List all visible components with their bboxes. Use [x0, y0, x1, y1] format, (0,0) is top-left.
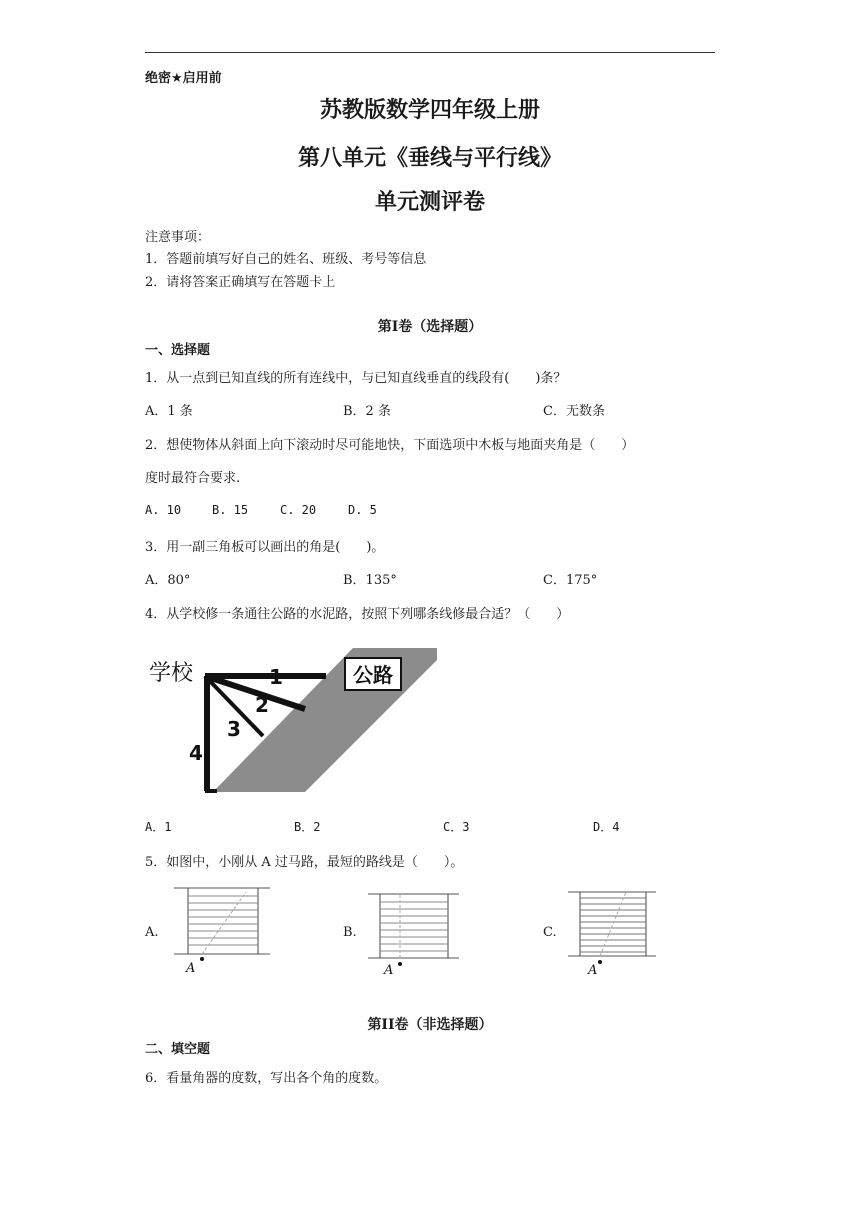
q4-stem: 4．从学校修一条通往公路的水泥路，按照下列哪条线修最合适？（ ）: [145, 607, 570, 622]
q4-line-label-3: 3: [227, 717, 241, 741]
q5-figure-a: [172, 882, 272, 974]
q4-line-label-4: 4: [189, 741, 203, 765]
q5-option-a: A.: [145, 925, 159, 940]
q2-option-b: B. 15: [212, 503, 249, 517]
q5-option-b: B.: [343, 925, 357, 940]
q4-road-figure: [145, 640, 440, 795]
q2-option-c: C. 20: [280, 503, 317, 517]
part2-volume-title: 第II卷（非选择题）: [367, 1017, 493, 1033]
title-line-2: 第八单元《垂线与平行线》: [297, 146, 562, 171]
q1-option-a: A．1 条: [145, 404, 193, 419]
title-line-3: 单元测评卷: [374, 190, 485, 215]
part2-section-title: 二、填空题: [145, 1042, 211, 1057]
title-line-1: 苏教版数学四年级上册: [319, 98, 540, 123]
q1-option-c: C．无数条: [543, 404, 605, 419]
secret-label: 绝密★启用前: [145, 71, 222, 86]
q4-option-a: A．1: [145, 820, 172, 834]
q4-option-d: D．4: [593, 820, 620, 834]
q5-figure-b: [366, 888, 461, 976]
q3-stem: 3．用一副三角板可以画出的角是( )。: [145, 540, 385, 555]
notes-item-1: 1．答题前填写好自己的姓名、班级、考号等信息: [145, 252, 427, 267]
notes-heading: 注意事项：: [145, 230, 211, 245]
q4-line-label-1: 1: [269, 665, 283, 689]
q3-option-c: C．175°: [543, 573, 598, 588]
q2-option-d: D. 5: [348, 503, 377, 517]
q5-point-label-a: A: [186, 961, 196, 974]
q3-option-a: A．80°: [145, 573, 191, 588]
q5-figure-c: [566, 886, 658, 976]
q1-stem: 1．从一点到已知直线的所有连线中，与已知直线垂直的线段有( )条？: [145, 371, 567, 386]
q4-school-label: 学校: [149, 661, 194, 686]
q5-point-label-c: A: [588, 963, 598, 976]
q1-option-b: B．2 条: [343, 404, 391, 419]
q5-option-c: C.: [543, 925, 557, 940]
q4-option-b: B．2: [294, 820, 321, 834]
q5-point-label-b: A: [384, 963, 394, 976]
q5-stem: 5．如图中，小刚从 A 过马路，最短的路线是（ ）。: [145, 855, 464, 870]
q4-option-c: C．3: [443, 820, 470, 834]
q3-option-b: B．135°: [343, 573, 397, 588]
q2-option-a: A. 10: [145, 503, 182, 517]
header-rule: [145, 52, 715, 53]
q2-stem-line-2: 度时最符合要求.: [145, 471, 241, 486]
notes-item-2: 2．请将答案正确填写在答题卡上: [145, 275, 336, 290]
q2-stem-line-1: 2．想使物体从斜面上向下滚动时尽可能地快，下面选项中木板与地面夹角是（ ）: [145, 438, 635, 453]
q4-line-label-2: 2: [255, 693, 269, 717]
part1-volume-title: 第Ⅰ卷（选择题）: [377, 319, 483, 335]
q6-stem: 6．看量角器的度数，写出各个角的度数。: [145, 1071, 388, 1086]
q4-road-label: 公路: [353, 663, 393, 687]
part1-section-title: 一、选择题: [145, 343, 211, 358]
